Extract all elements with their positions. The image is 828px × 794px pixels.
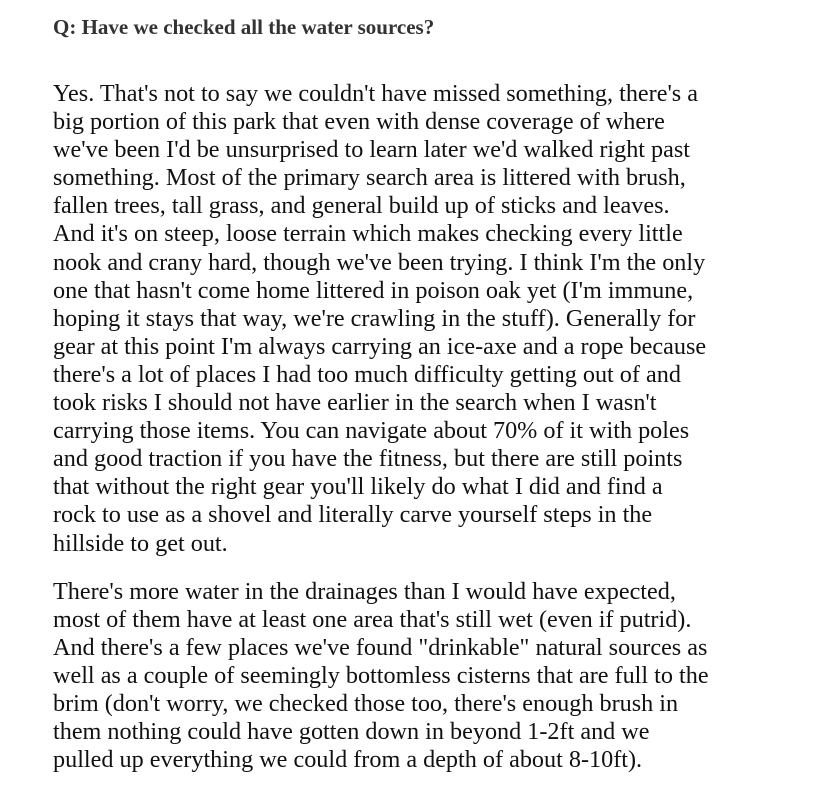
answer-paragraph-1: Yes. That's not to say we couldn't have missed something, there's a big portion of this park that even with dense coverage of where we've been I'd be unsurprised to learn later we'd walked right past something. Most of the primary search area is littered with brush, fallen trees, tall grass, and general build up of sticks and leaves. And it's on steep, loose terrain which makes checking every little nook and crany hard, though we've been trying. I think I'm the only one that hasn't come home littered in poison oak yet (I'm immune, hoping it stays that way, we're crawling in the stuff). Generally for gear at this point I'm always carrying an ice-axe and a rope because there's a lot of places I had too much difficulty getting out of and took risks I should not have earlier in the search when I wasn't carrying those items. You can navigate about 70% of it with poles and good traction if you have the fitness, but there are still points that without the right gear you'll likely do what I did and find a rock to use as a shovel and literally carve yourself steps in the hillside to get out. — [53, 80, 707, 557]
answer-paragraph-2: There's more water in the drainages than I would have expected, most of them have at least one area that's still wet (even if putrid). And there's a few places we've found "drinkable" natural sources as well as a couple of seemingly bottomless cisterns that are full to the brim (don't worry, we checked those too, there's enough brush in them nothing could have gotten down in beyond 1-2ft and we pulled up everything we could from a depth of about 8-10ft). — [53, 577, 709, 774]
qa-document — [53, 12, 793, 794]
question-heading: Q: Have we checked all the water sources? — [53, 15, 435, 39]
answer-body — [53, 80, 793, 774]
